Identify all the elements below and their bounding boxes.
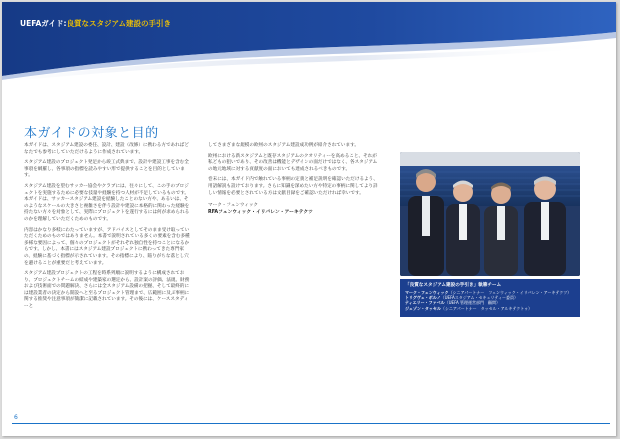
footer-divider xyxy=(12,423,610,424)
paragraph: 内容はかなり多岐にわたっていますが、アドバイスとしてそのまま受け取っていただくためのものではありません。本書で説明されている多くの要素を含む多種多様な要因によって、個々のプロジェクトがそれぞれ独自性を持つことになるからです。しかし、本書にはスタジアム建設プロジェクトに携わってきた専門家の、経験に基づく指標が示されています。その指標により、陥りがちな落とし穴を避けることが重要だと考えています。 xyxy=(24,227,190,266)
paragraph: スタジアム建設のプロジェクト発足から竣工式典まで、設計や建設工事を含む全事項を網羅し、各事項の指標を読みやすい形で提供することを目的としています。 xyxy=(24,160,189,179)
document-page xyxy=(2,2,616,436)
paragraph: 欧州における新スタジアムと既存スタジアムのクオリティーを高めること、それが私どもの狙いであり、その改善は機能とデザインの面だけではなく、各スタジアムの地元地域に対する貢献度の面においても達成されるべきものです。 xyxy=(208,153,378,172)
paragraph: 巻末には、本ガイド内で触れている事柄の定義と補足説明を確認いただけるよう、用語解説も設けております。さらに知識を深めたい方や特定の事柄に関してより詳しい情報を必要とされている方は文献目録をご確認いただければ幸いです。 xyxy=(208,177,378,196)
paragraph: スタジアム建設を望むサッカー協会やクラブには、往々にして、この手のプロジェクトを実施するために必要な技量や経験を持つ人材が不足しているものです。本ガイドは、サッカースタジアム建設を経験したことのない方や、あるいは、そのようなスケールの大きさと複雑さを伴う設計や建設に本格的に関わった経験を持たない方々を対象として、実際にプロジェクトを遂行するには何が求められるのかを理解していただくためのものです。 xyxy=(24,183,190,222)
paragraph: 本ガイドは、スタジアム建設の委任、設計、建設（改修）に携わる方であればどなたでも参考にしていただけるように作成されています。 xyxy=(24,143,189,155)
signature-block xyxy=(208,203,378,216)
signature-name: マーク・フェンウィック xyxy=(208,203,259,209)
caption-member xyxy=(405,306,575,311)
header-title-prefix: UEFAガイド: xyxy=(20,19,67,28)
middle-text-column xyxy=(208,143,378,216)
header-title-highlight: 良質なスタジアム建設の手引き xyxy=(66,19,172,28)
header-title xyxy=(20,18,171,29)
member-role: （シニアパートナー タッセル・アルキテクトゥ） xyxy=(440,305,533,311)
header-banner xyxy=(2,2,616,80)
caption-title: 「良質なスタジアム建設の手引き」執筆チーム xyxy=(405,283,502,288)
member-name: ティエリー・ファベル xyxy=(405,300,445,306)
member-name: マーク・フェンウィック xyxy=(405,290,449,295)
page-number: 6 xyxy=(14,414,18,421)
section-title: 本ガイドの対象と目的 xyxy=(24,126,159,141)
member-role: （UEFAスタジアム・セキュリティー委員） xyxy=(440,295,519,301)
signature-firm: RFAフェンウィック・イリバレン・アーキテクツ xyxy=(208,209,313,215)
paragraph: スタジアム建設プロジェクトの工程を時系列順に説明するように構成されており、プロジェクトチームの結成や建築家の選定から、設計案の評価、法規、財務および技術面での問題解決、さらには全スタジアム設備の把握、そして最終的には建設業者の決定から開設へと至るプロジェクト管理まで、広範囲に及ぶ事柄に関する推奨や注意事項が簡潔に記載されています。その後には、ケーススタディーと xyxy=(24,271,190,310)
member-name: トリグヴェ・ボルノ xyxy=(405,295,441,301)
left-text-column xyxy=(24,143,192,315)
photo-caption xyxy=(400,279,580,317)
paragraph: してさまざまな規模の欧州のスタジアム建設成功例が紹介されています。 xyxy=(208,143,359,148)
team-photo xyxy=(400,152,580,276)
member-role: （UEFA 管理運営部門 顧問） xyxy=(444,300,501,306)
member-name: ジェゾン・タッセル xyxy=(405,305,441,311)
member-role: （シニアパートナー フェンウィック・イリバレン・アーキテクツ） xyxy=(448,290,572,295)
